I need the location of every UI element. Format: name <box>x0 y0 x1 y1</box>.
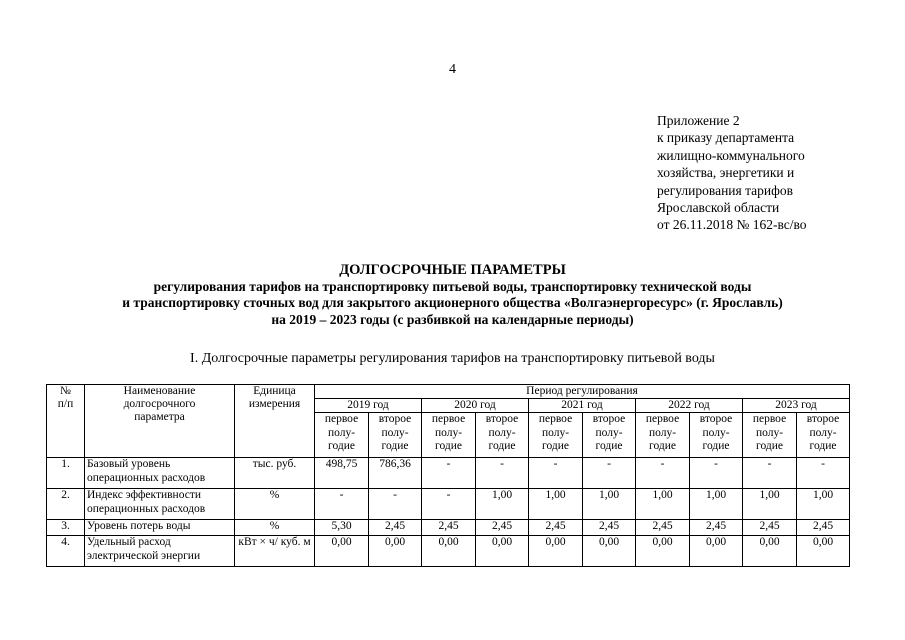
appendix-line: к приказу департамента <box>657 130 795 146</box>
row-value: 2,45 <box>797 520 850 536</box>
title-line: регулирования тарифов на транспортировку питьевой воды, транспортировку технической воды <box>153 278 752 294</box>
row-value: 0,00 <box>422 536 476 567</box>
title-main: ДОЛГОСРОЧНЫЕ ПАРАМЕТРЫ <box>339 262 566 278</box>
row-value: 0,00 <box>476 536 529 567</box>
row-unit: тыс. руб. <box>235 458 315 489</box>
header-half-first: первое полу- годие <box>636 413 690 458</box>
document-title <box>0 262 905 328</box>
row-value: 498,75 <box>315 458 369 489</box>
table-row <box>47 489 850 520</box>
header-half-first: первое полу- годие <box>315 413 369 458</box>
row-value: 0,00 <box>529 536 583 567</box>
appendix-line: Приложение 2 <box>657 113 740 128</box>
table-row <box>47 520 850 536</box>
header-half-second: второе полу- годие <box>476 413 529 458</box>
row-num: 3. <box>47 520 85 536</box>
row-name: Индекс эффективности операционных расходов <box>85 489 235 520</box>
row-num: 4. <box>47 536 85 567</box>
row-value: - <box>636 458 690 489</box>
row-value: 5,30 <box>315 520 369 536</box>
row-value: 0,00 <box>636 536 690 567</box>
row-value: 1,00 <box>636 489 690 520</box>
row-value: 0,00 <box>797 536 850 567</box>
row-value: 786,36 <box>369 458 422 489</box>
row-value: - <box>369 489 422 520</box>
row-name: Базовый уровень операционных расходов <box>85 458 235 489</box>
row-value: - <box>476 458 529 489</box>
row-value: - <box>690 458 743 489</box>
row-unit: кВт × ч/ куб. м <box>235 536 315 567</box>
header-name: Наименование долгосрочного параметра <box>85 385 235 458</box>
row-value: - <box>583 458 636 489</box>
row-value: 0,00 <box>690 536 743 567</box>
header-period: Период регулирования <box>315 385 850 399</box>
header-half-first: первое полу- годие <box>529 413 583 458</box>
row-value: 1,00 <box>583 489 636 520</box>
row-value: 2,45 <box>690 520 743 536</box>
row-value: - <box>529 458 583 489</box>
title-line: на 2019 – 2023 годы (с разбивкой на календарные периоды) <box>271 311 634 327</box>
header-half-first: первое полу- годие <box>422 413 476 458</box>
row-value: 2,45 <box>369 520 422 536</box>
row-value: 2,45 <box>636 520 690 536</box>
appendix-line: Ярославской области <box>657 200 780 216</box>
row-num: 2. <box>47 489 85 520</box>
row-value: 1,00 <box>797 489 850 520</box>
header-year: 2020 год <box>422 399 529 413</box>
row-value: 2,45 <box>476 520 529 536</box>
header-year: 2023 год <box>743 399 850 413</box>
header-half-second: второе полу- годие <box>583 413 636 458</box>
row-value: 0,00 <box>369 536 422 567</box>
row-value: 2,45 <box>422 520 476 536</box>
header-half-second: второе полу- годие <box>690 413 743 458</box>
row-value: 1,00 <box>690 489 743 520</box>
appendix-line: регулирования тарифов <box>657 182 794 198</box>
row-value: - <box>422 489 476 520</box>
table-row <box>47 536 850 567</box>
row-value: 1,00 <box>529 489 583 520</box>
row-value: 0,00 <box>315 536 369 567</box>
header-year: 2019 год <box>315 399 422 413</box>
table-row <box>47 458 850 489</box>
header-num: № п/п <box>47 385 85 458</box>
row-unit: % <box>235 489 315 520</box>
row-name: Уровень потерь воды <box>85 520 235 536</box>
header-half-second: второе полу- годие <box>369 413 422 458</box>
row-value: 0,00 <box>583 536 636 567</box>
section-title: I. Долгосрочные параметры регулирования тарифов на транспортировку питьевой воды <box>190 351 715 366</box>
row-value: 1,00 <box>476 489 529 520</box>
row-name: Удельный расход электрической энергии <box>85 536 235 567</box>
row-value: - <box>797 458 850 489</box>
appendix-block <box>657 112 807 234</box>
row-unit: % <box>235 520 315 536</box>
row-value: 1,00 <box>743 489 797 520</box>
header-half-second: второе полу- годие <box>797 413 850 458</box>
row-value: 2,45 <box>743 520 797 536</box>
appendix-line: хозяйства, энергетики и <box>657 165 795 181</box>
row-value: 2,45 <box>529 520 583 536</box>
row-value: - <box>743 458 797 489</box>
row-value: 0,00 <box>743 536 797 567</box>
header-year: 2022 год <box>636 399 743 413</box>
appendix-line: от 26.11.2018 № 162-вс/во <box>657 217 807 233</box>
row-value: - <box>315 489 369 520</box>
header-year: 2021 год <box>529 399 636 413</box>
row-value: - <box>422 458 476 489</box>
title-line: и транспортировку сточных вод для закрытого акционерного общества «Волгаэнергоресурс» (г. Ярославль) <box>122 295 783 310</box>
parameters-table <box>46 384 850 567</box>
row-value: 2,45 <box>583 520 636 536</box>
header-half-first: первое полу- годие <box>743 413 797 458</box>
row-num: 1. <box>47 458 85 489</box>
appendix-line: жилищно-коммунального <box>657 147 805 163</box>
header-unit: Единица измерения <box>235 385 315 458</box>
page-number: 4 <box>449 62 456 77</box>
